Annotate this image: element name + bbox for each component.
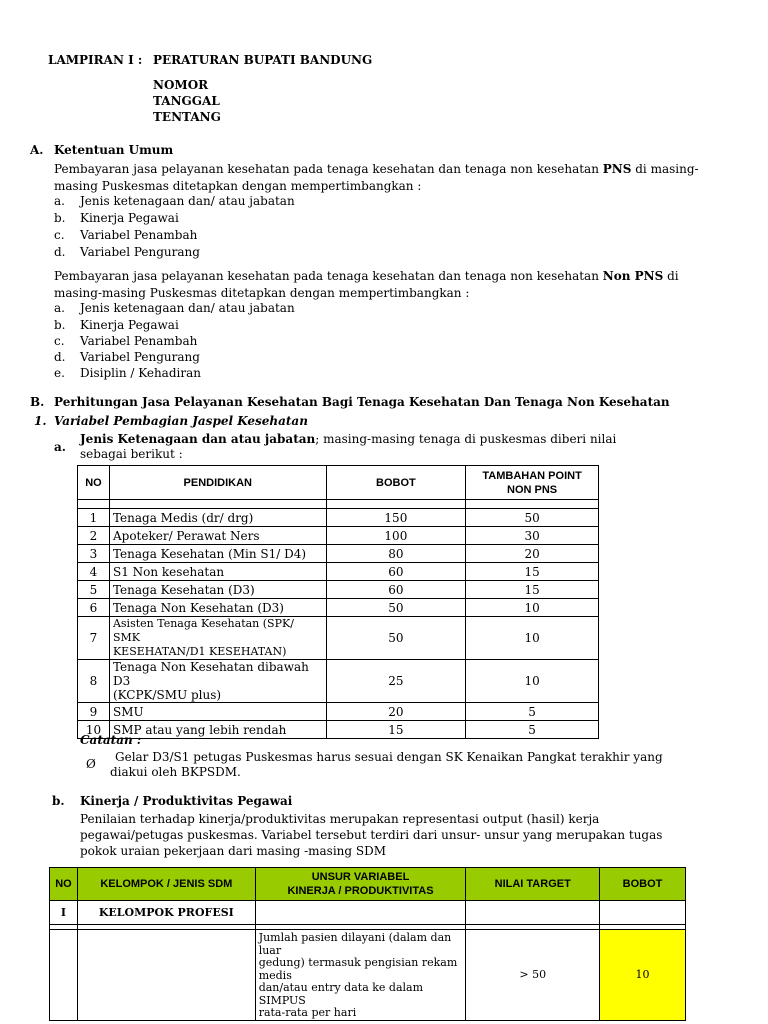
section-a-marker: A. xyxy=(30,143,44,157)
field-tentang: TENTANG xyxy=(153,110,221,124)
section-a-paragraph-1: Pembayaran jasa pelayanan kesehatan pada tenaga kesehatan dan tenaga non kesehatan PNS di masing- masing Puskesmas ditetapkan dengan mempertimbangkan : xyxy=(54,162,699,193)
item-a-line-2: sebagai berikut : xyxy=(80,447,183,461)
table-row: 1 Tenaga Medis (dr/ drg) 150 50 xyxy=(78,509,599,527)
table-header-row xyxy=(50,868,686,901)
nilai-target-value: > 50 xyxy=(466,930,600,1021)
spacer-row xyxy=(78,500,599,509)
header-nilai-target: NILAI TARGET xyxy=(466,868,600,901)
bullet-icon: Ø xyxy=(86,757,96,771)
pendidikan-table xyxy=(77,465,599,739)
regulation-title: PERATURAN BUPATI BANDUNG xyxy=(153,53,373,67)
table-row: 9 SMU 20 5 xyxy=(78,703,599,721)
section-b-marker: B. xyxy=(30,395,45,409)
header-bobot: BOBOT xyxy=(600,868,686,901)
list-item: c. Variabel Penambah xyxy=(54,228,198,242)
table-row: 4 S1 Non kesehatan 60 15 xyxy=(78,563,599,581)
item-b-marker: b. xyxy=(52,794,65,808)
table-row: 6 Tenaga Non Kesehatan (D3) 50 10 xyxy=(78,599,599,617)
header-kelompok: KELOMPOK / JENIS SDM xyxy=(77,868,255,901)
section-a-paragraph-2: Pembayaran jasa pelayanan kesehatan pada tenaga kesehatan dan tenaga non kesehatan Non PNS di masing-masing Puskesmas ditetapkan dengan mempertimbangkan : xyxy=(54,269,679,300)
header-no: NO xyxy=(78,466,110,500)
group-row: I KELOMPOK PROFESI xyxy=(50,901,686,925)
item-b-line-3: pokok uraian pekerjaan dari masing -masing SDM xyxy=(80,844,387,858)
catatan-line-2: diakui oleh BKPSDM. xyxy=(110,765,241,779)
list-item: e. Disiplin / Kehadiran xyxy=(54,366,201,380)
item-a-heading: Jenis Ketenagaan dan atau jabatan; masing-masing tenaga di puskesmas diberi nilai xyxy=(80,432,617,446)
header-bobot: BOBOT xyxy=(326,466,466,500)
subsection-1-title: Variabel Pembagian Jaspel Kesehatan xyxy=(54,414,308,428)
item-b-line-2: pegawai/petugas puskesmas. Variabel tersebut terdiri dari unsur- unsur yang merupakan tugas xyxy=(80,828,663,842)
item-b-title: Kinerja / Produktivitas Pegawai xyxy=(80,794,293,808)
catatan-line-1: Gelar D3/S1 petugas Puskesmas harus sesuai dengan SK Kenaikan Pangkat terakhir yang xyxy=(115,750,663,764)
table-row: 2 Apoteker/ Perawat Ners 100 30 xyxy=(78,527,599,545)
bobot-value: 10 xyxy=(600,930,686,1021)
section-a-title: Ketentuan Umum xyxy=(54,143,174,157)
field-tanggal: TANGGAL xyxy=(153,94,220,108)
field-nomor: NOMOR xyxy=(153,78,209,92)
table-row: 5 Tenaga Kesehatan (D3) 60 15 xyxy=(78,581,599,599)
list-item: a. Jenis ketenagaan dan/ atau jabatan xyxy=(54,194,295,208)
section-b-title: Perhitungan Jasa Pelayanan Kesehatan Bagi Tenaga Kesehatan Dan Tenaga Non Kesehatan xyxy=(54,395,670,409)
list-item: b. Kinerja Pegawai xyxy=(54,318,179,332)
item-b-line-1: Penilaian terhadap kinerja/produktivitas merupakan representasi output (hasil) kerja xyxy=(80,812,600,826)
table-row: Jumlah pasien dilayani (dalam dan luar gedung) termasuk pengisian rekam medis dan/atau entry data ke dalam SIMPUS rata-rata per hari > 50 10 xyxy=(50,930,686,1021)
subsection-1-marker: 1. xyxy=(34,414,47,428)
header-pendidikan: PENDIDIKAN xyxy=(109,466,326,500)
catatan-title: Catatan : xyxy=(80,733,142,747)
table-row: 10 SMP atau yang lebih rendah 15 5 xyxy=(78,721,599,739)
lampiran-label: LAMPIRAN I : xyxy=(48,53,143,67)
list-item: b. Kinerja Pegawai xyxy=(54,211,179,225)
list-item: c. Variabel Penambah xyxy=(54,334,198,348)
table-row: 3 Tenaga Kesehatan (Min S1/ D4) 80 20 xyxy=(78,545,599,563)
table-row: 8 Tenaga Non Kesehatan dibawah D3 (KCPK/SMU plus) 25 10 xyxy=(78,660,599,703)
list-item: d. Variabel Pengurang xyxy=(54,350,200,364)
header-tambahan: TAMBAHAN POINT NON PNS xyxy=(466,466,599,500)
item-a-marker: a. xyxy=(54,440,66,454)
list-item: a. Jenis ketenagaan dan/ atau jabatan xyxy=(54,301,295,315)
header-unsur: UNSUR VARIABEL KINERJA / PRODUKTIVITAS xyxy=(255,868,466,901)
table-header-row xyxy=(78,466,599,500)
kinerja-table xyxy=(49,867,686,1021)
list-item: d. Variabel Pengurang xyxy=(54,245,200,259)
header-no: NO xyxy=(50,868,78,901)
table-row: 7 Asisten Tenaga Kesehatan (SPK/ SMK KESEHATAN/D1 KESEHATAN) 50 10 xyxy=(78,617,599,660)
